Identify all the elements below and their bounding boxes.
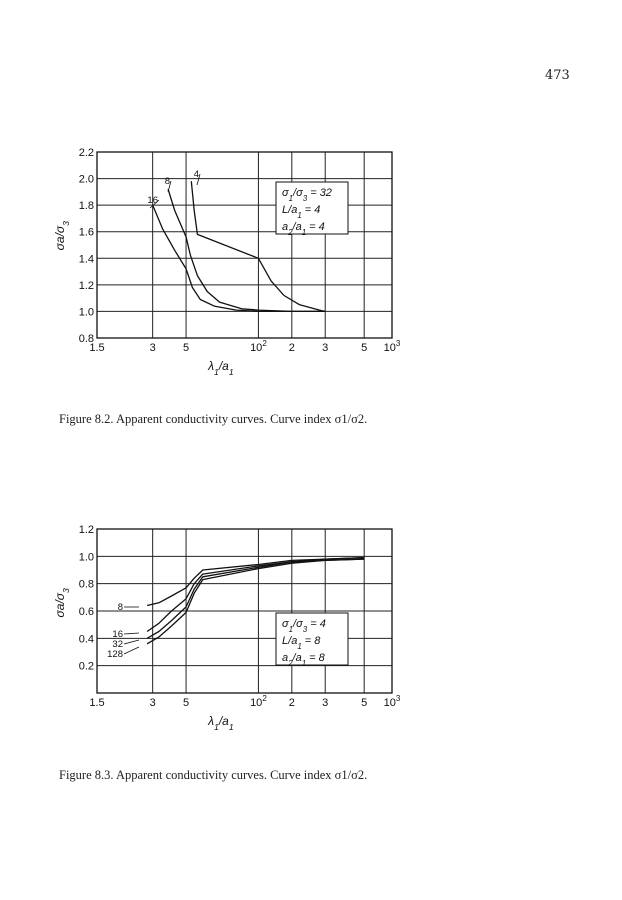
x-tick-label: 3 (322, 342, 329, 354)
parameter-label: $L/a_1 = 4$ (282, 204, 321, 220)
series-label: 8 (117, 602, 123, 613)
x-tick-label: 5 (361, 697, 368, 709)
conductivity-chart-2 (0, 515, 622, 740)
x-tick-label: 1.5 (89, 342, 105, 354)
series-curve-8 (147, 558, 364, 606)
series-label: 128 (107, 649, 123, 660)
parameter-label: $\sigma_1/\sigma_3 = 4$ (282, 618, 326, 634)
conductivity-chart-1 (0, 140, 622, 390)
y-tick-label: 1.8 (78, 200, 94, 213)
y-tick-label: 1.4 (78, 253, 94, 266)
x-tick-label: $10^2$ (250, 694, 267, 709)
x-tick-label: 3 (149, 697, 156, 709)
x-axis-label: $\lambda_1/a_1$ (208, 714, 234, 732)
series-label: 4 (193, 169, 199, 180)
series-leader (124, 647, 139, 654)
x-tick-label: 2 (288, 342, 295, 354)
y-tick-label: 1.0 (78, 551, 94, 564)
series-leader (124, 640, 139, 644)
x-tick-label: 5 (361, 342, 368, 354)
series-label: 16 (147, 195, 158, 206)
x-tick-label: 3 (149, 342, 156, 354)
series-label: 32 (112, 639, 123, 650)
x-tick-label: 1.5 (89, 697, 105, 709)
x-tick-label: $10^3$ (383, 339, 401, 354)
parameter-label: $a_2/a_1 = 8$ (282, 652, 325, 668)
series-leader (124, 633, 139, 634)
series-label: 16 (112, 629, 123, 640)
x-tick-label: 5 (182, 342, 190, 354)
y-tick-label: 0.6 (78, 606, 94, 618)
page-number: 473 (545, 68, 570, 83)
x-tick-label: 2 (288, 697, 295, 709)
y-tick-label: 2.2 (78, 147, 94, 159)
parameter-label: $L/a_1 = 8$ (282, 635, 321, 651)
y-axis-label: $\sigma a/\sigma_3$ (53, 588, 71, 618)
parameter-label: $\sigma_1/\sigma_3 = 32$ (282, 187, 332, 203)
parameter-label: $a_2/a_1 = 4$ (282, 221, 325, 237)
figure-caption-8-3: Figure 8.3. Apparent conductivity curves. Curve index σ1/σ2. (59, 768, 368, 782)
series-label: 8 (164, 176, 170, 187)
y-tick-label: 1.2 (78, 279, 94, 292)
figure-8-3 (0, 515, 622, 740)
x-tick-label: $10^3$ (383, 694, 401, 709)
y-tick-label: 1.2 (78, 524, 94, 536)
y-tick-label: 0.8 (78, 578, 94, 591)
x-axis-label: $\lambda_1/a_1$ (208, 359, 234, 377)
y-tick-label: 0.8 (78, 333, 94, 345)
y-axis-label: $\sigma a/\sigma_3$ (53, 221, 71, 251)
y-tick-label: 0.4 (78, 633, 94, 646)
y-tick-label: 1.6 (78, 226, 94, 239)
y-tick-label: 0.2 (78, 660, 94, 673)
figure-caption-8-2: Figure 8.2. Apparent conductivity curves. Curve index σ1/σ2. (59, 412, 368, 426)
x-tick-label: 5 (182, 697, 190, 709)
figure-8-2 (0, 140, 622, 390)
x-tick-label: $10^2$ (250, 339, 267, 354)
y-tick-label: 2.0 (78, 173, 94, 186)
x-tick-label: 3 (322, 697, 329, 709)
y-tick-label: 1.0 (78, 306, 94, 319)
